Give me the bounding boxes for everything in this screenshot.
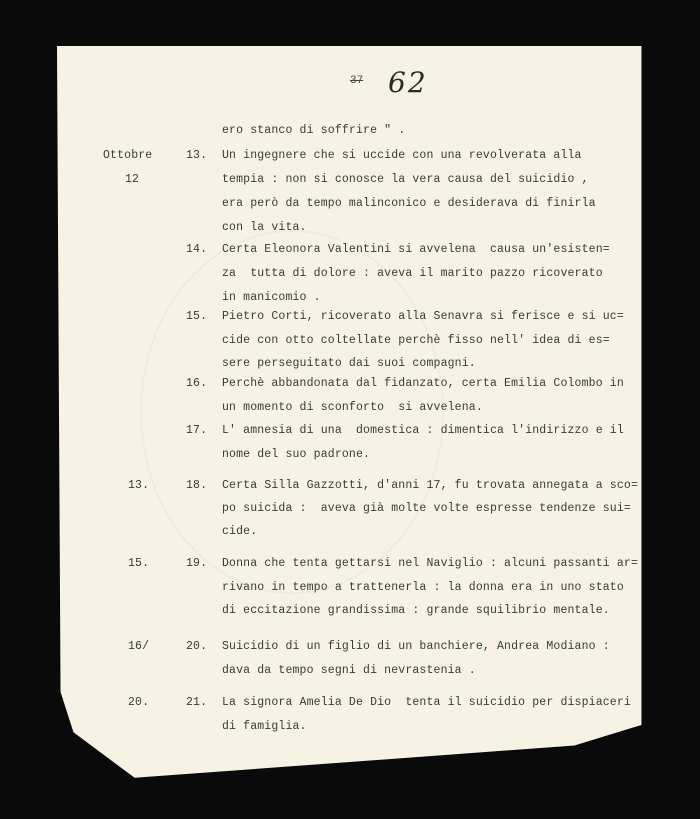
handwritten-page-number: 62 xyxy=(388,66,428,99)
entry-line: po suicida : aveva già molte volte espresse tendenze sui= xyxy=(222,502,631,515)
entry-line: Suicidio di un figlio di un banchiere, Andrea Modiano : xyxy=(222,640,610,653)
entry-line: dava da tempo segni di nevrastenia . xyxy=(222,664,476,677)
entry-line: rivano in tempo a trattenerla : la donna era in uno stato xyxy=(222,581,624,594)
entry-line: La signora Amelia De Dio tenta il suicidio per dispiaceri xyxy=(222,696,631,709)
entry-number: 21. xyxy=(186,696,208,709)
entry-line: tempia : non si conosce la vera causa del suicidio , xyxy=(222,173,589,186)
entry-line: con la vita. xyxy=(222,221,307,234)
entry-line: di eccitazione grandissima : grande squilibrio mentale. xyxy=(222,604,610,617)
entry-line: L' amnesia di una domestica : dimentica l'indirizzo e il xyxy=(222,424,624,437)
typed-page-number: 37 xyxy=(350,75,364,87)
entry-number: 18. xyxy=(186,479,208,492)
entry-line: Certa Silla Gazzotti, d'anni 17, fu trovata annegata a sco= xyxy=(222,479,639,492)
entry-number: 15. xyxy=(186,310,208,323)
entry-line: nome del suo padrone. xyxy=(222,448,371,461)
entry-number: 20. xyxy=(186,640,208,653)
entry-date: 15. xyxy=(128,557,150,570)
entry-line: in manicomio . xyxy=(222,291,321,304)
continuation-line: ero stanco di soffrire " . xyxy=(222,124,406,137)
entry-line: Pietro Corti, ricoverato alla Senavra si ferisce e si uc= xyxy=(222,310,624,323)
entry-date: 20. xyxy=(128,696,150,709)
entry-number: 16. xyxy=(186,377,208,390)
entry-number: 19. xyxy=(186,557,208,570)
entry-line: sere perseguitato dai suoi compagni. xyxy=(222,357,476,370)
entry-number: 17. xyxy=(186,424,208,437)
entry-number: 13. xyxy=(186,149,208,162)
entry-line: era però da tempo malinconico e desiderava di finirla xyxy=(222,197,596,210)
entry-date: 16/ xyxy=(128,640,150,653)
entry-line: Certa Eleonora Valentini si avvelena causa un'esisten= xyxy=(222,243,610,256)
entry-number: 14. xyxy=(186,243,208,256)
month-label: Ottobre xyxy=(103,149,153,162)
entry-line: cide con otto coltellate perchè fisso nell' idea di es= xyxy=(222,334,610,347)
entry-line: cide. xyxy=(222,525,258,538)
entry-line: Un ingegnere che si uccide con una revolverata alla xyxy=(222,149,582,162)
entry-date: 13. xyxy=(128,479,150,492)
entry-line: un momento di sconforto si avvelena. xyxy=(222,401,483,414)
entry-date: 12 xyxy=(125,173,140,186)
entry-line: di famiglia. xyxy=(222,720,307,733)
entry-line: za tutta di dolore : aveva il marito pazzo ricoverato xyxy=(222,267,603,280)
entry-line: Donna che tenta gettarsi nel Naviglio : alcuni passanti ar= xyxy=(222,557,639,570)
entry-line: Perchè abbandonata dal fidanzato, certa Emilia Colombo in xyxy=(222,377,624,390)
